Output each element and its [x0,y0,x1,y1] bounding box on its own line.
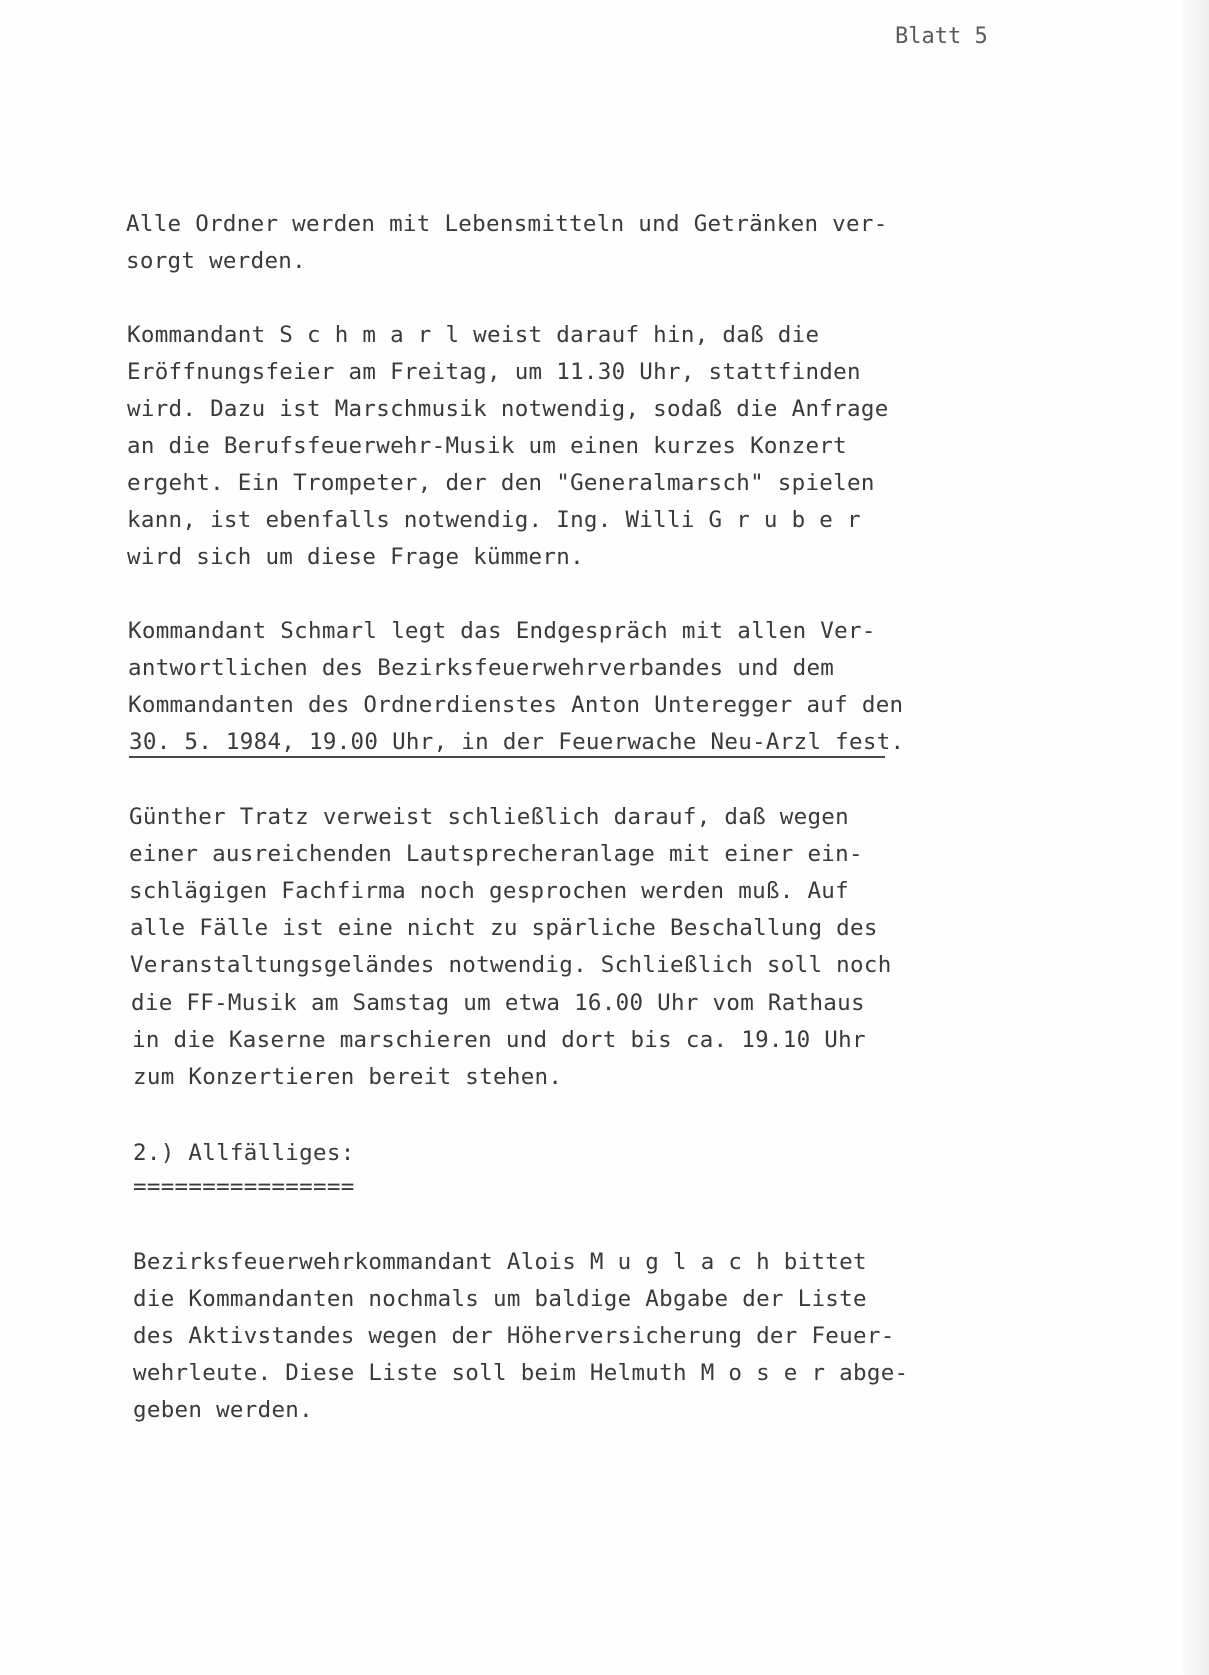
paragraph-5-line: des Aktivstandes wegen der Höherversicherung der Feuer- [133,1323,895,1349]
page-number: Blatt 5 [895,24,988,49]
paragraph-2-line: an die Berufsfeuerwehr-Musik um einen kurzes Konzert [127,433,847,459]
paragraph-3-line: Kommandanten des Ordnerdienstes Anton Unteregger auf den [128,692,904,718]
page-edge-shadow [1183,0,1209,1675]
paragraph-3-line: antwortlichen des Bezirksfeuerwehrverbandes und dem [128,655,835,681]
paragraph-5-line: wehrleute. Diese Liste soll beim Helmuth M o s e r abge- [133,1360,909,1386]
paragraph-2-line: wird sich um diese Frage kümmern. [127,544,584,570]
paragraph-5-line: geben werden. [133,1397,313,1423]
paragraph-4-line: Veranstaltungsgeländes notwendig. Schließlich soll noch [130,952,892,978]
paragraph-2-line: kann, ist ebenfalls notwendig. Ing. Willi G r u b e r [127,507,861,533]
paragraph-2-line: wird. Dazu ist Marschmusik notwendig, sodaß die Anfrage [127,396,889,422]
paragraph-1-line: sorgt werden. [126,248,306,274]
paragraph-3-line: 30. 5. 1984, 19.00 Uhr, in der Feuerwache Neu-Arzl fest. [129,729,905,755]
paragraph-4-line: Günther Tratz verweist schließlich darauf, daß wegen [129,804,849,830]
paragraph-5-line: die Kommandanten nochmals um baldige Abgabe der Liste [133,1286,867,1312]
paragraph-2-line: Eröffnungsfeier am Freitag, um 11.30 Uhr, stattfinden [127,359,861,385]
paragraph-4-line: zum Konzertieren bereit stehen. [133,1064,563,1090]
date-underline [129,756,885,758]
paragraph-4-line: alle Fälle ist eine nicht zu spärliche Beschallung des [130,915,878,941]
paragraph-4-line: die FF-Musik am Samstag um etwa 16.00 Uhr vom Rathaus [131,990,865,1016]
paragraph-4-line: schlägigen Fachfirma noch gesprochen werden muß. Auf [129,878,849,904]
paragraph-1-line: Alle Ordner werden mit Lebensmitteln und Getränken ver- [126,211,888,237]
section-heading: 2.) Allfälliges: [133,1140,355,1166]
paragraph-4-line: in die Kaserne marschieren und dort bis ca. 19.10 Uhr [132,1027,866,1053]
section-heading-rule: ================ [133,1174,355,1200]
paragraph-3-line: Kommandant Schmarl legt das Endgespräch mit allen Ver- [128,618,876,644]
paragraph-4-line: einer ausreichenden Lautsprecheranlage mit einer ein- [129,841,863,867]
paragraph-5-line: Bezirksfeuerwehrkommandant Alois M u g l a c h bittet [133,1249,867,1275]
paragraph-2-line: Kommandant S c h m a r l weist darauf hin, daß die [127,322,820,348]
paragraph-2-line: ergeht. Ein Trompeter, der den "Generalmarsch" spielen [127,470,875,496]
